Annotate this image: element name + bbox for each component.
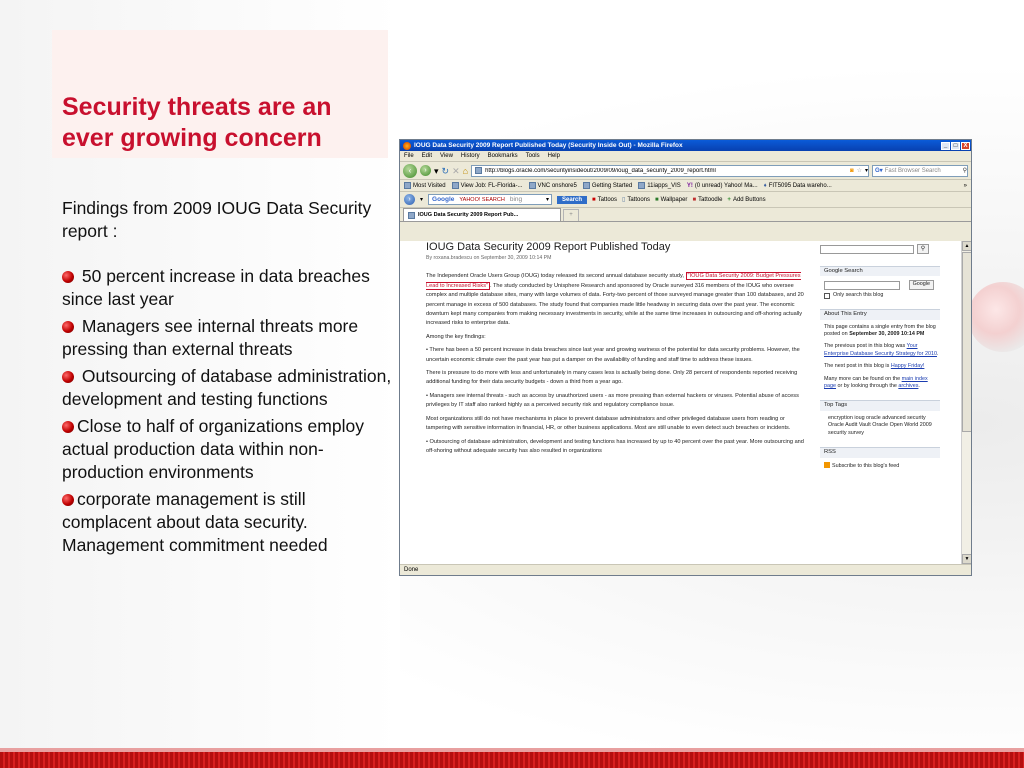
subscribe-link[interactable]: Subscribe to this blog's feed: [832, 462, 900, 469]
previous-post-link[interactable]: Your Enterprise Database Security Strategy for 2010: [824, 343, 937, 357]
google-search-row: [820, 280, 940, 289]
url-text[interactable]: http://blogs.oracle.com/securityinsideout/2009/09/ioug_data_security_2009_report.html: [485, 167, 716, 174]
bookmarks-more-button[interactable]: »: [963, 182, 967, 189]
google-search-button[interactable]: Google: [909, 280, 934, 289]
rss-heading: RSS: [820, 447, 940, 457]
article-paragraph: • There has been a 50 percent increase in data breaches since last year and growing wariness of the potential for data security problems. However, the uncertain economic climate over the past year has put a damper on the availability of funding and staff time to address these issues.: [426, 347, 800, 363]
about-heading: About This Entry: [820, 309, 940, 319]
forward-icon[interactable]: ›: [420, 165, 431, 176]
bullet-dot-icon: [62, 321, 74, 333]
search-icon[interactable]: ⚲: [917, 244, 929, 254]
page-icon: [408, 212, 415, 219]
search-placeholder[interactable]: Fast Browser Search: [884, 167, 941, 174]
about-next: The next post in this blog is Happy Friday!: [824, 363, 925, 370]
tab-bar: [400, 208, 971, 222]
tags-heading: Top Tags: [820, 400, 940, 410]
scroll-down-icon[interactable]: ▼: [962, 554, 972, 564]
tab-label[interactable]: IOUG Data Security 2009 Report Pub...: [418, 212, 519, 218]
firefox-icon: [403, 142, 411, 150]
window-title: IOUG Data Security 2009 Report Published Today (Security Inside Out) - Mozilla Firefox: [414, 142, 683, 149]
only-search-label: Only search this blog: [833, 291, 884, 298]
bullet-item: 50 percent increase in data breaches since last year: [62, 266, 370, 309]
bullet-dot-icon: [62, 421, 74, 433]
footer-bar: [0, 752, 1024, 768]
blog-sidebar: [820, 244, 940, 475]
google-search-heading: Google Search: [820, 266, 940, 276]
select-chevron-icon[interactable]: ▾: [546, 197, 550, 203]
bookmark-icon: [638, 182, 645, 189]
bullet-dot-icon: [62, 371, 74, 383]
bullet-item: Managers see internal threats more pressing than external threats: [62, 316, 359, 359]
browser-titlebar: [400, 140, 971, 151]
bookmark-item[interactable]: Most Visited: [404, 182, 446, 189]
menu-tools[interactable]: Tools: [525, 153, 540, 159]
bullet-item: corporate management is still complacent about data security. Management commitment needed: [62, 489, 328, 555]
vertical-scrollbar[interactable]: [961, 241, 971, 564]
article-title: IOUG Data Security 2009 Report Published Today: [426, 241, 671, 253]
slide-body: [62, 197, 392, 561]
bookmark-item[interactable]: Y! (0 unread) Yahoo! Ma...: [686, 182, 758, 189]
reload-icon[interactable]: ↻: [441, 165, 450, 176]
only-search-checkbox[interactable]: [824, 293, 830, 299]
slide-title: Security threats are an ever growing concern: [62, 93, 332, 152]
article-paragraph: • Managers see internal threats - such as access by unauthorized users - as more pressing than external hackers or viruses. Potential abuse of access privileges by IT staff also ranked highly as a perceived security risk and regulatory compliance issue.: [426, 392, 799, 409]
yahoo-icon: Y!: [686, 182, 693, 189]
sidebar-search: [820, 244, 940, 254]
home-icon[interactable]: ⌂: [462, 165, 469, 176]
bookmark-item[interactable]: VNC onshore5: [529, 182, 577, 189]
report-link[interactable]: "IOUG Data Security 2009: Budget Pressures Lead to Increased Risks": [426, 273, 801, 289]
toolbar-dropdown-icon[interactable]: ▾: [420, 197, 424, 203]
magnifier-icon[interactable]: ⚲: [962, 168, 967, 174]
bookmark-icon: [529, 182, 536, 189]
stop-icon[interactable]: ✕: [452, 165, 460, 176]
toolbar-item[interactable]: + Add Buttons: [727, 196, 766, 203]
browser-window: [399, 139, 972, 576]
slide-intro: Findings from 2009 IOUG Data Security report :: [62, 198, 372, 241]
ribbon-icon: ♦: [763, 182, 767, 189]
menu-edit[interactable]: Edit: [421, 153, 433, 159]
toolbar-search-button[interactable]: Search: [557, 196, 587, 204]
new-tab-button[interactable]: +: [563, 209, 579, 221]
toolbar-item[interactable]: ■ Wallpaper: [655, 196, 688, 203]
google-search-input[interactable]: [824, 281, 900, 290]
page-icon: ▯: [622, 197, 626, 203]
maximize-button[interactable]: □: [951, 142, 960, 150]
main-index-link[interactable]: main index page: [824, 375, 928, 390]
bookmark-item[interactable]: 11iapps_VIS: [638, 182, 681, 189]
bookmark-item[interactable]: Getting Started: [583, 182, 632, 189]
toolbar-item[interactable]: ▯ Tattoons: [622, 196, 651, 203]
article-paragraph: There is pressure to do more with less and unfortunately in many cases less is actually being done. Only 28 percent of respondents reported receiving additional funding for their data security budgets - down a third from a year ago.: [426, 370, 798, 386]
menu-bar: [400, 151, 971, 162]
close-button[interactable]: X: [961, 142, 970, 150]
search-engine-select[interactable]: Google YAHOO! SEARCH bing ▾: [428, 194, 552, 205]
tattoo-icon: ■: [592, 196, 596, 203]
toolbar-item[interactable]: ■ Tattoodle: [692, 196, 723, 203]
only-search-row: [820, 292, 940, 299]
article-paragraph: Most organizations still do not have mechanisms in place to prevent database administrators and other privileged database users from reading or tampering with sensitive information in financial, HR, or other business applications. Most are still unable to even detect such breaches or incidents.: [426, 415, 791, 432]
plus-icon: +: [727, 196, 731, 203]
bullet-item: Outsourcing of database administration, development and testing functions: [62, 366, 392, 409]
bookmark-icon: [583, 182, 590, 189]
bookmark-star-icon[interactable]: ☆: [856, 168, 862, 174]
article-paragraph: • Outsourcing of database administration, development and testing functions has increased by up to 40 percent over the past year. More outsourcing and off-shoring without adequate security has also resulted in organizations: [426, 438, 804, 454]
about-text: This page contains a single entry from the blog posted on September 30, 2009 10:14 PM: [824, 323, 936, 338]
menu-view[interactable]: View: [440, 153, 453, 159]
toolbar-nav-icon[interactable]: ›: [404, 194, 415, 205]
status-bar: Done: [400, 564, 971, 576]
article-paragraph: The Independent Oracle Users Group (IOUG) today released its second annual database security study, "IOUG Data Security 2009: Budget Pressures Lead to Increased Risks" . The study conducted by Unisphere Research and sponsored by Oracle surveyed 316 members of the IOUG who oversee complex and multiple database sites, many with large volumes of data. Forty-two percent of those surveyed manage greater than 100 databases, and 20 percent manage in excess of 500 databases. The study found that companies made little headway in securing data over the past year. The economic downturn kept many companies from making necessary investments in security, while at the same time increases in outsourcing and off-shoring actually increased risks to enterprise data.: [426, 273, 804, 327]
menu-bookmarks[interactable]: Bookmarks: [487, 153, 518, 159]
bullet-dot-icon: [62, 494, 74, 506]
about-previous: The previous post in this blog was Your Enterprise Database Security Strategy for 2010.: [824, 343, 939, 357]
article-paragraph: Among the key findings:: [426, 333, 486, 340]
toolbar-item[interactable]: ■ Tattoos: [592, 196, 618, 203]
back-icon[interactable]: ‹: [403, 164, 417, 178]
search-engine-icon[interactable]: G▾: [875, 168, 883, 174]
menu-file[interactable]: File: [404, 153, 414, 159]
bullet-dot-icon: [62, 271, 74, 283]
minimize-button[interactable]: _: [941, 142, 950, 150]
url-dropdown-icon[interactable]: ▾: [864, 168, 868, 174]
archives-link[interactable]: archives: [898, 383, 919, 390]
menu-help[interactable]: Help: [547, 153, 560, 159]
rss-icon[interactable]: ◙: [849, 167, 854, 174]
page-content: [400, 241, 971, 564]
bullet-item: Close to half of organizations employ actual production data within non-production environments: [62, 416, 364, 482]
tattoodle-icon: ■: [692, 196, 697, 203]
menu-history[interactable]: History: [460, 153, 480, 159]
search-toolbar: [400, 192, 971, 208]
article: [426, 241, 808, 460]
next-post-link[interactable]: Happy Friday!: [890, 363, 925, 370]
dropdown-arrow-icon[interactable]: ▾: [434, 165, 439, 176]
rss-feed-icon: [824, 462, 830, 468]
tags-list[interactable]: encryption ioug oracle advanced security Oracle Audit Vault Oracle Open World 2009 security survey: [828, 414, 932, 436]
bookmark-icon: [452, 182, 459, 189]
sidebar-search-input[interactable]: [820, 245, 914, 254]
wallpaper-icon: ■: [655, 196, 659, 203]
bookmark-icon: [404, 182, 411, 189]
rss-row: [820, 462, 940, 470]
search-box[interactable]: [872, 165, 968, 177]
url-bar[interactable]: [471, 165, 869, 177]
tab-active[interactable]: [403, 208, 561, 221]
scroll-up-icon[interactable]: ▲: [962, 241, 972, 251]
bookmark-item[interactable]: ♦ FIT5095 Data wareho...: [763, 182, 832, 189]
about-more: Many more can be found on the main index page or by looking through the archives.: [824, 375, 928, 390]
bookmark-item[interactable]: View Job: FL-Florida-...: [452, 182, 523, 189]
scroll-thumb[interactable]: [962, 252, 972, 432]
page-icon: [475, 167, 482, 174]
bookmarks-bar: [400, 180, 971, 192]
navigation-bar: [400, 162, 971, 180]
article-byline: By roxana.bradescu on September 30, 2009 10:14 PM: [426, 255, 552, 261]
